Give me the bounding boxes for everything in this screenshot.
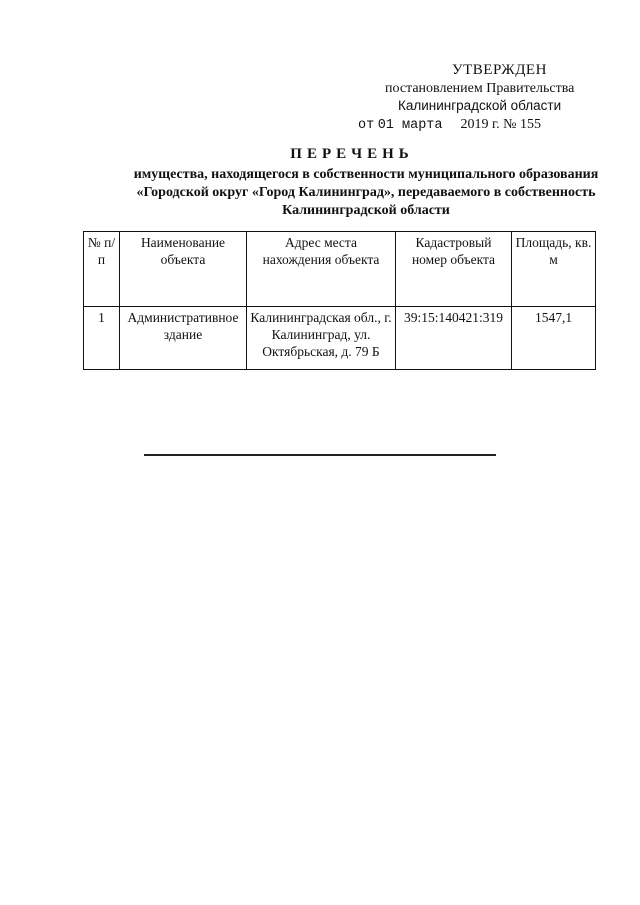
table-header-row (84, 232, 596, 307)
closing-rule (144, 454, 496, 456)
header-address: Адрес места нахождения объекта (247, 232, 396, 307)
table-row (84, 307, 596, 370)
header-number: № п/п (84, 232, 120, 307)
decree-number: 155 (520, 117, 542, 132)
approval-date (358, 117, 541, 133)
approval-heading: УТВЕРЖДЕН (452, 62, 547, 78)
header-name: Наименование объекта (120, 232, 247, 307)
cell-cadastral: 39:15:140421:319 (396, 307, 512, 370)
date-year: 2019 г. № (460, 117, 517, 132)
document-title: ПЕРЕЧЕНЬ (290, 146, 414, 162)
cell-name: Административное здание (120, 307, 247, 370)
approval-decree: постановлением Правительства (385, 81, 575, 96)
date-day-month: 01 марта (377, 118, 443, 133)
approval-region: Калининградской области (398, 98, 562, 113)
header-area: Площадь, кв. м (512, 232, 596, 307)
document-subtitle: имущества, находящегося в собственности муниципального образования «Городской округ «Город Калининград», передаваемого в собственность Калининградской области (133, 167, 599, 218)
cell-area: 1547,1 (512, 307, 596, 370)
cell-address: Калининградская обл., г. Калининград, ул. Октябрьская, д. 79 Б (247, 307, 396, 370)
header-cadastral: Кадастровый номер объекта (396, 232, 512, 307)
document-title-block (0, 146, 640, 220)
cell-number: 1 (84, 307, 120, 370)
date-prefix: от (358, 118, 375, 133)
property-table (83, 231, 596, 370)
